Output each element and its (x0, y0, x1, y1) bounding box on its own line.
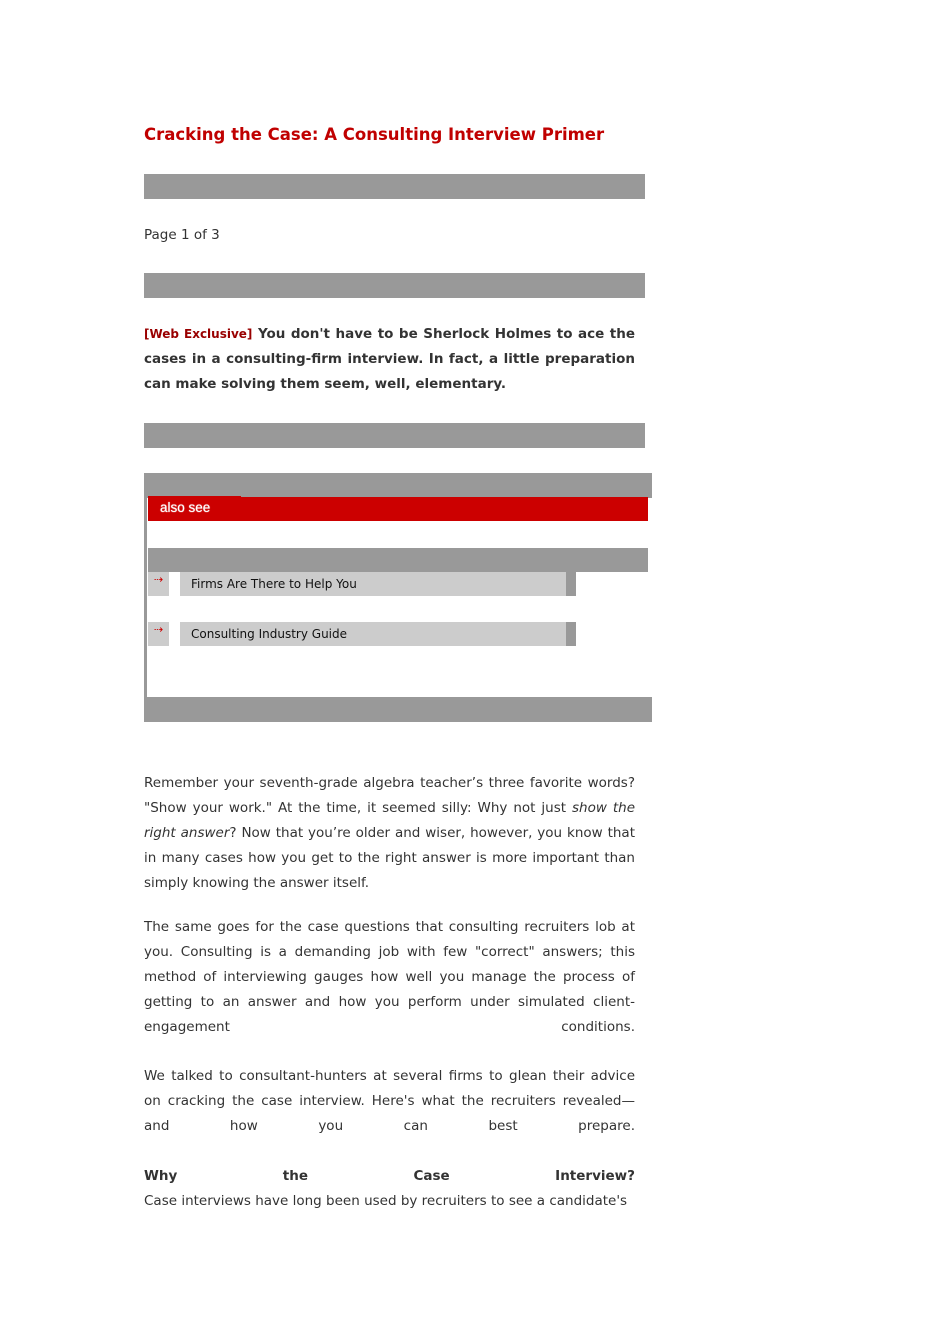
web-exclusive-tag: [Web Exclusive] (144, 327, 253, 341)
related-link[interactable] (148, 622, 576, 646)
body-paragraph: We talked to consultant-hunters at several firms to glean their advice on cracking the case interview. Here's what the recruiters revealed—and how you can best prepare. (144, 1068, 635, 1134)
divider-bar (144, 174, 645, 199)
lead-text: You don't have to be Sherlock Holmes to ace the cases in a consulting-firm interview. In fact, a little preparation can make solving them seem, well, elementary. (144, 326, 635, 392)
divider-bar (144, 423, 645, 448)
related-link[interactable] (148, 572, 576, 596)
sidebox-top-bar (144, 473, 652, 498)
arrow-right-icon: ⇢ (148, 622, 169, 646)
sidebox-bottom-bar (144, 697, 652, 722)
related-link-label[interactable]: Consulting Industry Guide (191, 627, 348, 641)
also-see-box (144, 473, 652, 722)
emphasis-text: show the right answer (144, 800, 635, 841)
page-indicator: Page 1 of 3 (144, 227, 220, 243)
arrow-right-icon: ⇢ (148, 572, 169, 596)
sidebox-mid-bar (148, 548, 648, 572)
also-see-heading: also see (160, 500, 211, 515)
body-paragraph: Case interviews have long been used by recruiters to see a candidate's (144, 1193, 628, 1209)
page-title: Cracking the Case: A Consulting Interview Primer (144, 125, 605, 144)
body-paragraph: Remember your seventh-grade algebra teacher’s three favorite words? "Show your work." At the time, it seemed silly: Why not just show the right answer? Now that you’re older and wiser, however, you know that in many cases how you get to the right answer is more important than simply knowing the answer itself. (144, 775, 635, 891)
divider-bar (144, 273, 645, 298)
section-heading: Why the Case Interview? (144, 1168, 635, 1184)
sidebox-left-border (144, 498, 147, 697)
related-link-label[interactable]: Firms Are There to Help You (191, 577, 357, 591)
body-paragraph: The same goes for the case questions that consulting recruiters lob at you. Consulting is a demanding job with few "correct" answers; this method of interviewing gauges how well you manage the process of getting to an answer and how you perform under simulated client-engagement conditions. (144, 919, 635, 1035)
also-see-header (148, 497, 648, 521)
article-lead (144, 322, 635, 397)
